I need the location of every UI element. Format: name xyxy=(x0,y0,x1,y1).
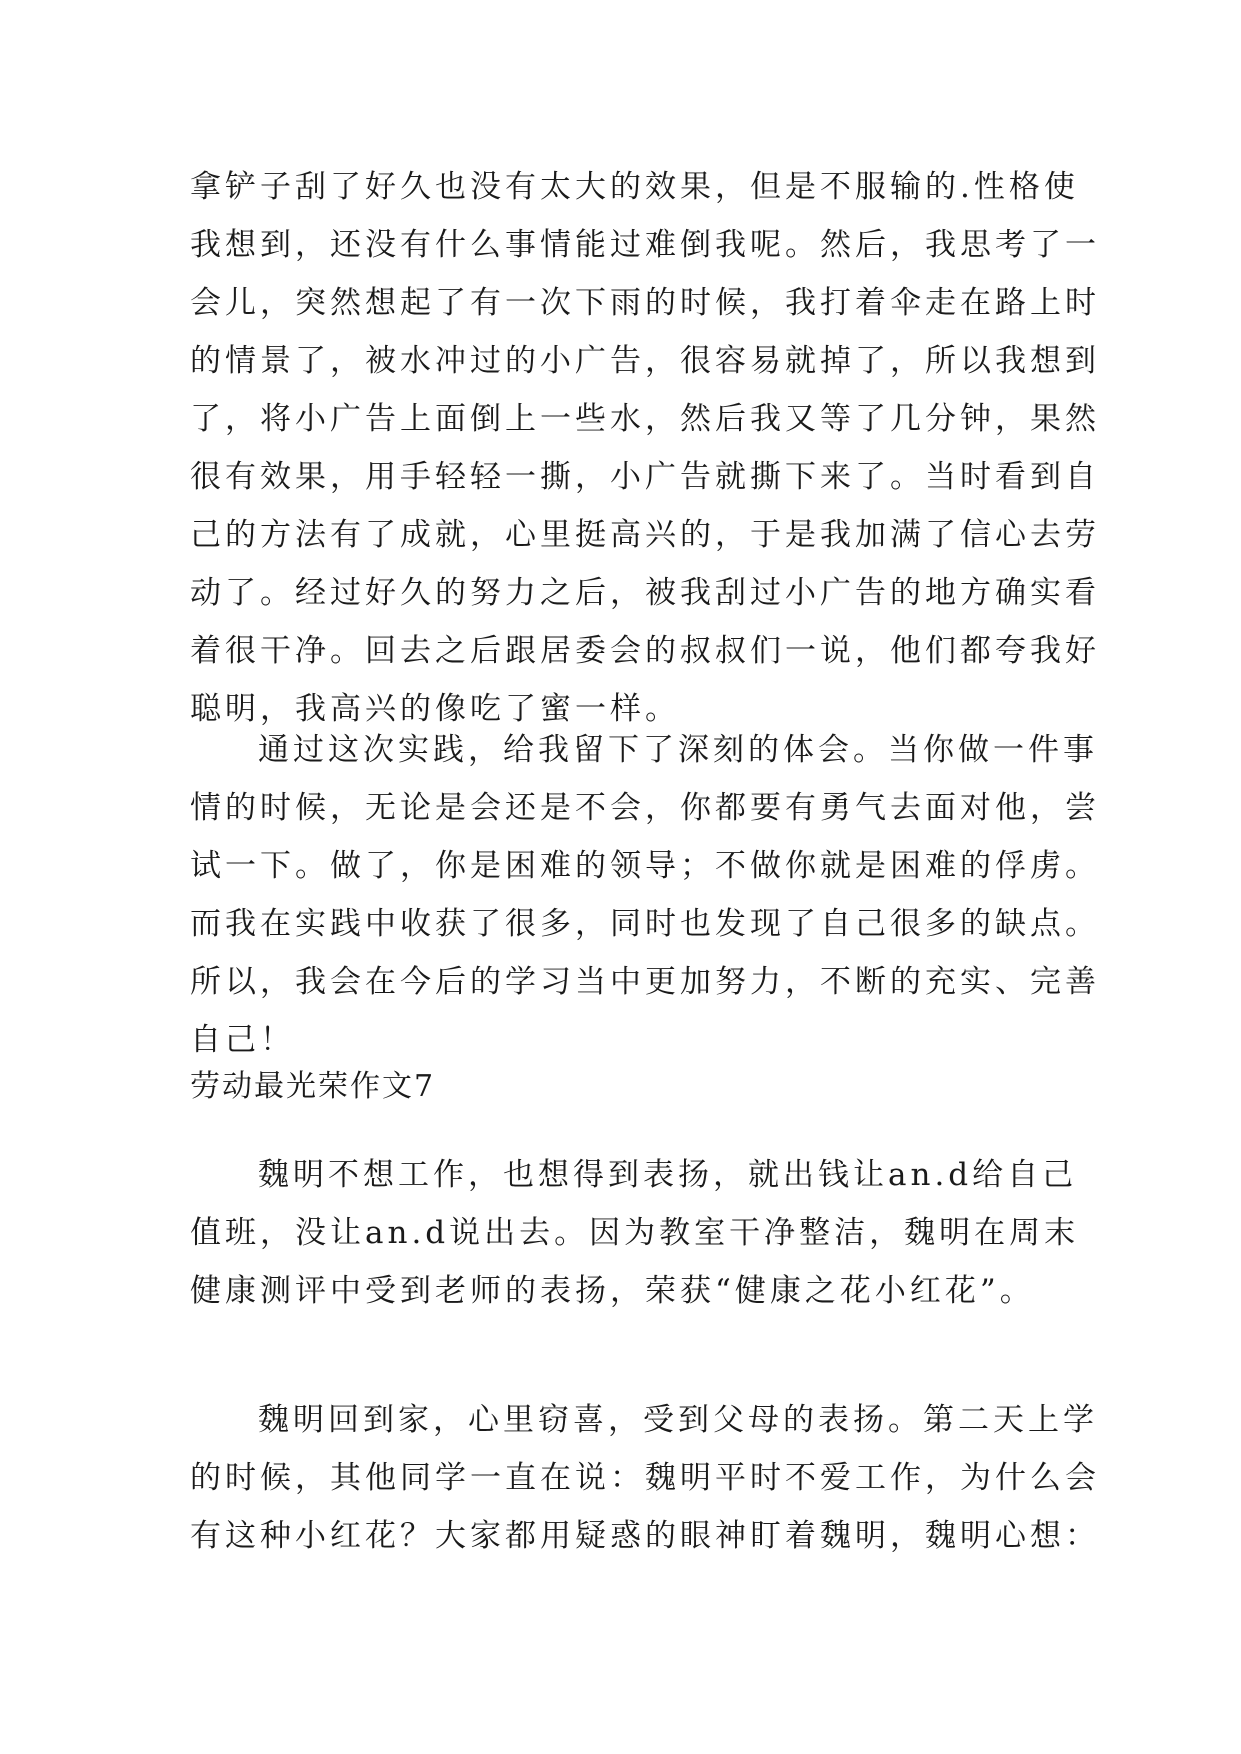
paragraph-2 xyxy=(190,721,1100,1069)
text-line: 我想到，还没有什么事情能过难倒我呢。然后，我思考了一 xyxy=(190,227,1100,263)
paragraph-1 xyxy=(190,158,1100,738)
text-line: 着很干净。回去之后跟居委会的叔叔们一说，他们都夸我好 xyxy=(190,633,1100,669)
text-line: 魏明不想工作，也想得到表扬，就出钱让an.d给自己 xyxy=(258,1157,1078,1193)
text-line: 会儿，突然想起了有一次下雨的时候，我打着伞走在路上时 xyxy=(190,285,1100,321)
paragraph-3 xyxy=(190,1146,1080,1320)
text-line: 所以，我会在今后的学习当中更加努力，不断的充实、完善 xyxy=(190,964,1100,1000)
text-line: 自己！ xyxy=(190,1022,295,1058)
text-line: 试一下。做了，你是困难的领导；不做你就是困难的俘虏。 xyxy=(190,848,1100,884)
text-line: 了，将小广告上面倒上一些水，然后我又等了几分钟，果然 xyxy=(190,401,1100,437)
text-line: 拿铲子刮了好久也没有太大的效果，但是不服输的.性格使 xyxy=(190,169,1079,205)
text-line: 情的时候，无论是会还是不会，你都要有勇气去面对他，尝 xyxy=(190,790,1100,826)
text-line: 值班，没让an.d说出去。因为教室干净整洁，魏明在周末 xyxy=(190,1215,1080,1251)
text-line: 很有效果，用手轻轻一撕，小广告就撕下来了。当时看到自 xyxy=(190,459,1100,495)
text-line: 魏明回到家，心里窃喜，受到父母的表扬。第二天上学 xyxy=(258,1402,1098,1438)
text-line: 的时候，其他同学一直在说：魏明平时不爱工作，为什么会 xyxy=(190,1460,1100,1496)
paragraph-4 xyxy=(190,1391,1100,1565)
text-line: 而我在实践中收获了很多，同时也发现了自己很多的缺点。 xyxy=(190,906,1100,942)
text-line: 的情景了，被水冲过的小广告，很容易就掉了，所以我想到 xyxy=(190,343,1100,379)
text-line: 动了。经过好久的努力之后，被我刮过小广告的地方确实看 xyxy=(190,575,1100,611)
text-line: 己的方法有了成就，心里挺高兴的，于是我加满了信心去劳 xyxy=(190,517,1100,553)
section-heading: 劳动最光荣作文7 xyxy=(190,1069,436,1104)
text-line: 健康测评中受到老师的表扬，荣获“健康之花小红花”。 xyxy=(190,1273,1035,1309)
text-line: 有这种小红花？大家都用疑惑的眼神盯着魏明，魏明心想： xyxy=(190,1518,1100,1554)
text-line: 聪明，我高兴的像吃了蜜一样。 xyxy=(190,691,680,727)
text-line: 通过这次实践，给我留下了深刻的体会。当你做一件事 xyxy=(258,732,1098,768)
